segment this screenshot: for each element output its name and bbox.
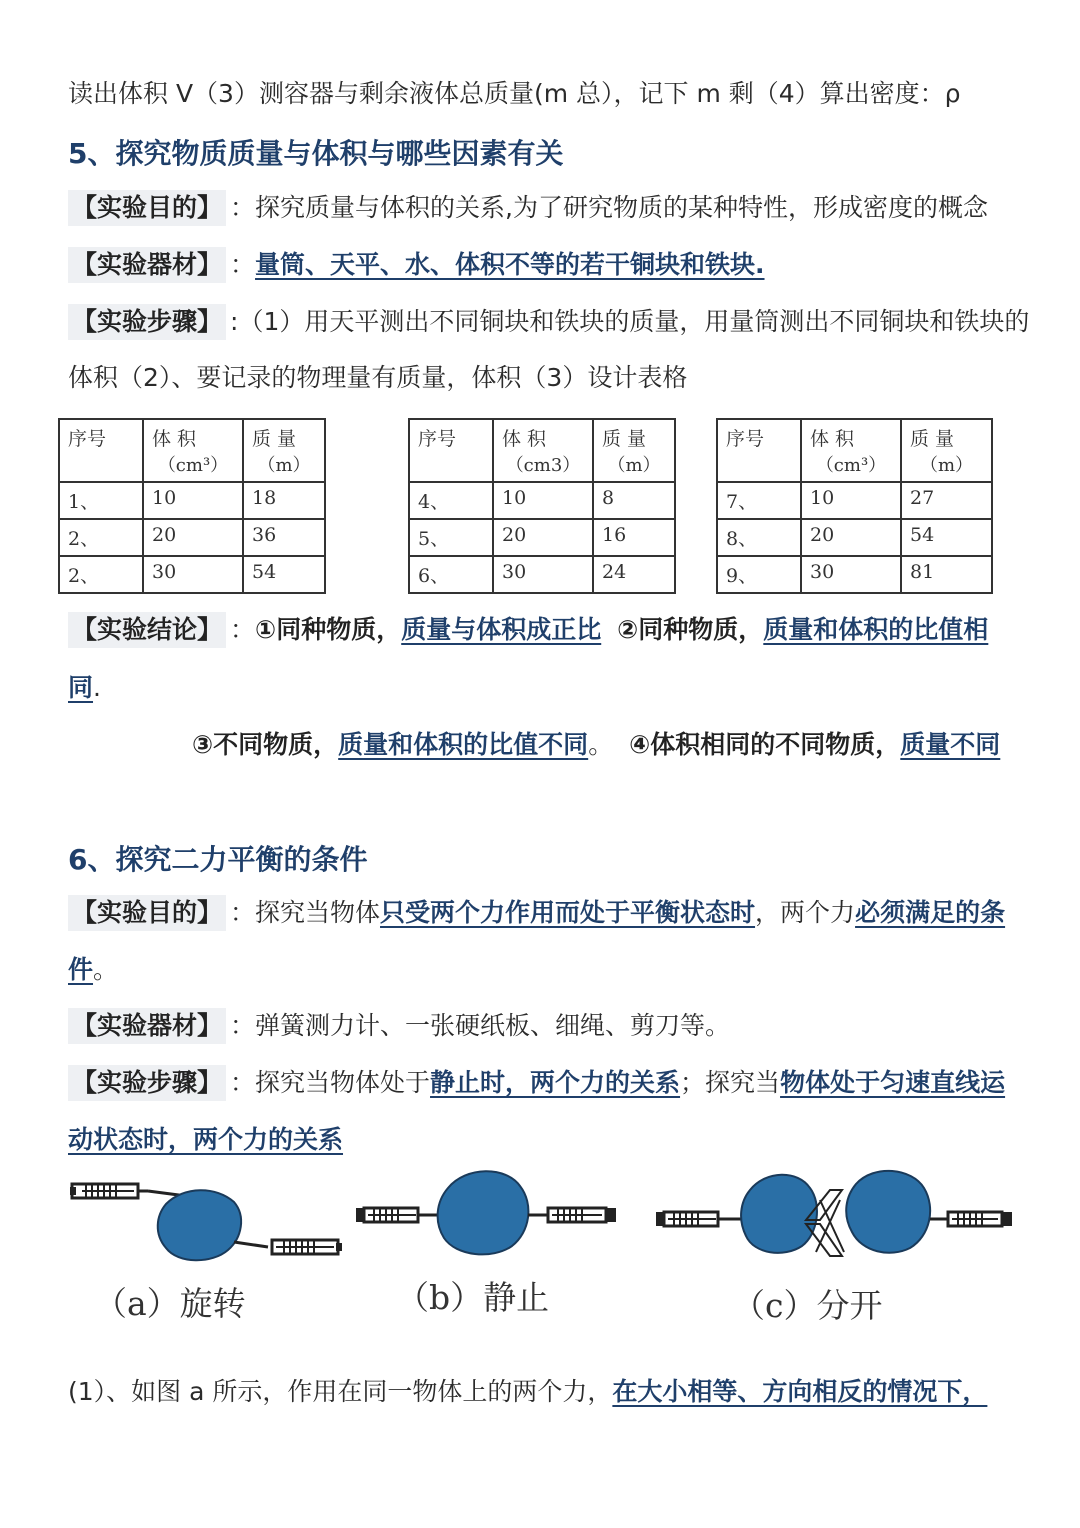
figure-a-rotation: [66, 1172, 356, 1272]
intro-line: 读出体积 V（3）测容器与剩余液体总质量(m 总），记下 m 剩（4）算出密度：ρ: [68, 79, 961, 108]
table-row: 8、 20 54: [717, 519, 992, 556]
s6-steps-2: 动状态时，两个力的关系: [68, 1125, 344, 1154]
s5-steps-1: [68, 304, 1030, 340]
s5-equipment-sep: ：: [230, 250, 256, 279]
section5-title: 5、探究物质质量与体积与哪些因素有关: [68, 137, 564, 170]
data-table-3: [716, 418, 993, 594]
table-row: 5、 20 16: [409, 519, 675, 556]
s5-purpose: [68, 190, 1018, 226]
table-header-mass: 质 量 （m）: [901, 419, 992, 482]
spring-scale-icon: [656, 1212, 746, 1226]
caption-a: （a）旋转: [94, 1284, 246, 1323]
s6-bottom-line: (1）、如图 a 所示，作用在同一物体上的两个力，在大小相等、方向相反的情况下，: [68, 1377, 988, 1406]
table-header-index: 序号: [409, 419, 493, 482]
table-header-mass: 质 量 （m）: [593, 419, 675, 482]
s5-conclusion-tag: 【实验结论】: [68, 612, 226, 648]
s6-purpose-tag: 【实验目的】: [68, 895, 226, 931]
spring-scale-icon: [548, 1208, 616, 1222]
table-row: 7、 10 27: [717, 482, 992, 519]
table-header-index: 序号: [59, 419, 143, 482]
table-row: 1、 10 18: [59, 482, 325, 519]
spring-scale-icon: [356, 1208, 438, 1222]
data-table-1: [58, 418, 326, 594]
s6-equipment-tag: 【实验器材】: [68, 1008, 226, 1044]
table-header-volume: 体 积 （cm3）: [493, 419, 593, 482]
s5-equipment-tag: 【实验器材】: [68, 247, 226, 283]
cardboard-blob: [741, 1175, 817, 1253]
spring-scale-icon: [70, 1184, 148, 1198]
section6-title: 6、探究二力平衡的条件: [68, 843, 368, 876]
table-header-mass: 质 量 （m）: [243, 419, 325, 482]
s5-purpose-text: ：探究质量与体积的关系,为了研究物质的某种特性，形成密度的概念: [230, 193, 988, 222]
table-row: 2、 30 54: [59, 556, 325, 593]
table-header-volume: 体 积 （cm³）: [143, 419, 243, 482]
caption-b: （b）静止: [396, 1278, 550, 1317]
s5-conclusion-1: 【实验结论】 ：①同种物质，质量与体积成正比 ②同种物质，质量和体积的比值相: [68, 612, 1018, 648]
s6-purpose-2: 件。: [68, 955, 119, 984]
s5-purpose-tag: 【实验目的】: [68, 190, 226, 226]
figure-b-static: [352, 1160, 624, 1260]
table-header-index: 序号: [717, 419, 801, 482]
s5-steps-tag: 【实验步骤】: [68, 304, 226, 340]
cardboard-blob: [438, 1171, 529, 1254]
s5-equipment: [68, 247, 1018, 283]
s6-purpose-1: 【实验目的】 ：探究当物体只受两个力作用而处于平衡状态时，两个力必须满足的条: [68, 895, 1018, 931]
table-row: 4、 10 8: [409, 482, 675, 519]
table-header-volume: 体 积 （cm³）: [801, 419, 901, 482]
spring-scale-icon: [272, 1240, 342, 1254]
caption-c: （c）分开: [732, 1286, 883, 1325]
s5-steps-line2: 体积（2）、要记录的物理量有质量，体积（3）设计表格: [68, 363, 688, 392]
table-row: 2、 20 36: [59, 519, 325, 556]
figure-c-separate: [654, 1160, 1016, 1270]
table-row: 9、 30 81: [717, 556, 992, 593]
s6-steps-1: 【实验步骤】 ：探究当物体处于静止时，两个力的关系；探究当物体处于匀速直线运: [68, 1065, 1018, 1101]
s5-equipment-text: 量筒、天平、水、体积不等的若干铜块和铁块.: [255, 250, 765, 279]
spring-scale-icon: [948, 1212, 1012, 1226]
s5-steps-line1: :（1）用天平测出不同铜块和铁块的质量，用量筒测出不同铜块和铁块的: [230, 307, 1030, 336]
s5-conclusion-3: ③不同物质，质量和体积的比值不同。 ④体积相同的不同物质，质量不同: [192, 730, 1001, 759]
table-row: 6、 30 24: [409, 556, 675, 593]
cardboard-blob: [846, 1171, 930, 1253]
s6-steps-tag: 【实验步骤】: [68, 1065, 226, 1101]
s6-equipment: 【实验器材】 ：弹簧测力计、一张硬纸板、细绳、剪刀等。: [68, 1008, 1018, 1044]
cardboard-blob: [158, 1190, 241, 1260]
data-table-2: [408, 418, 676, 594]
s5-conclusion-2: 同.: [68, 673, 101, 702]
